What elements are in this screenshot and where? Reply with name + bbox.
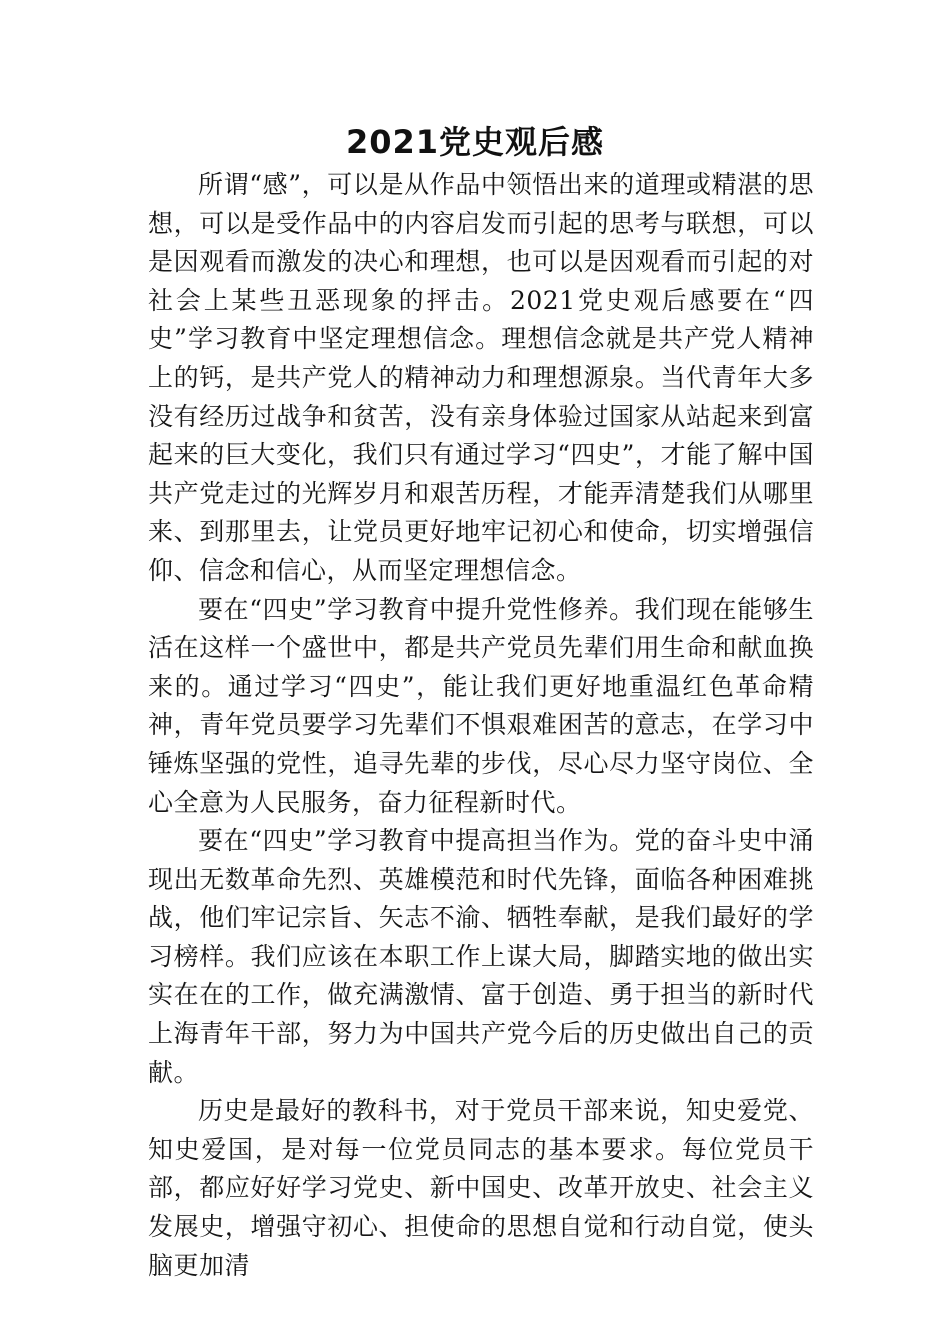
paragraph-4: 历史是最好的教科书，对于党员干部来说，知史爱党、知史爱国，是对每一位党员同志的基本要求。每位党员干部，都应好好学习党史、新中国史、改革开放史、社会主义发展史，增强守初心、担使命的思想自觉和行动自觉，使头脑更加清 — [148, 1096, 814, 1280]
paragraph-2: 要在“四史”学习教育中提升党性修养。我们现在能够生活在这样一个盛世中，都是共产党员先辈们用生命和献血换来的。通过学习“四史”，能让我们更好地重温红色革命精神，青年党员要学习先辈们不惧艰难困苦的意志，在学习中锤炼坚强的党性，追寻先辈的步伐，尽心尽力坚守岗位、全心全意为人民服务，奋力征程新时代。 — [148, 594, 814, 817]
document-title: 2021党史观后感 — [345, 123, 605, 161]
paragraph-1: 所谓“感”，可以是从作品中领悟出来的道理或精湛的思想，可以是受作品中的内容启发而引起的思考与联想，可以是因观看而激发的决心和理想，也可以是因观看而引起的对社会上某些丑恶现象的抨击。2021党史观后感要在“四史”学习教育中坚定理想信念。理想信念就是共产党人精神上的钙，是共产党人的精神动力和理想源泉。当代青年大多没有经历过战争和贫苦，没有亲身体验过国家从站起来到富起来的巨大变化，我们只有通过学习“四史”，才能了解中国共产党走过的光辉岁月和艰苦历程，才能弄清楚我们从哪里来、到那里去，让党员更好地牢记初心和使命，切实增强信仰、信念和信心，从而坚定理想信念。 — [148, 170, 814, 585]
paragraph-3: 要在“四史”学习教育中提高担当作为。党的奋斗史中涌现出无数革命先烈、英雄模范和时代先锋，面临各种困难挑战，他们牢记宗旨、矢志不渝、牺牲奉献，是我们最好的学习榜样。我们应该在本职工作上谋大局，脚踏实地的做出实实在在的工作，做充满激情、富于创造、勇于担当的新时代上海青年干部，努力为中国共产党今后的历史做出自己的贡献。 — [148, 826, 814, 1087]
document-body — [148, 166, 814, 1285]
